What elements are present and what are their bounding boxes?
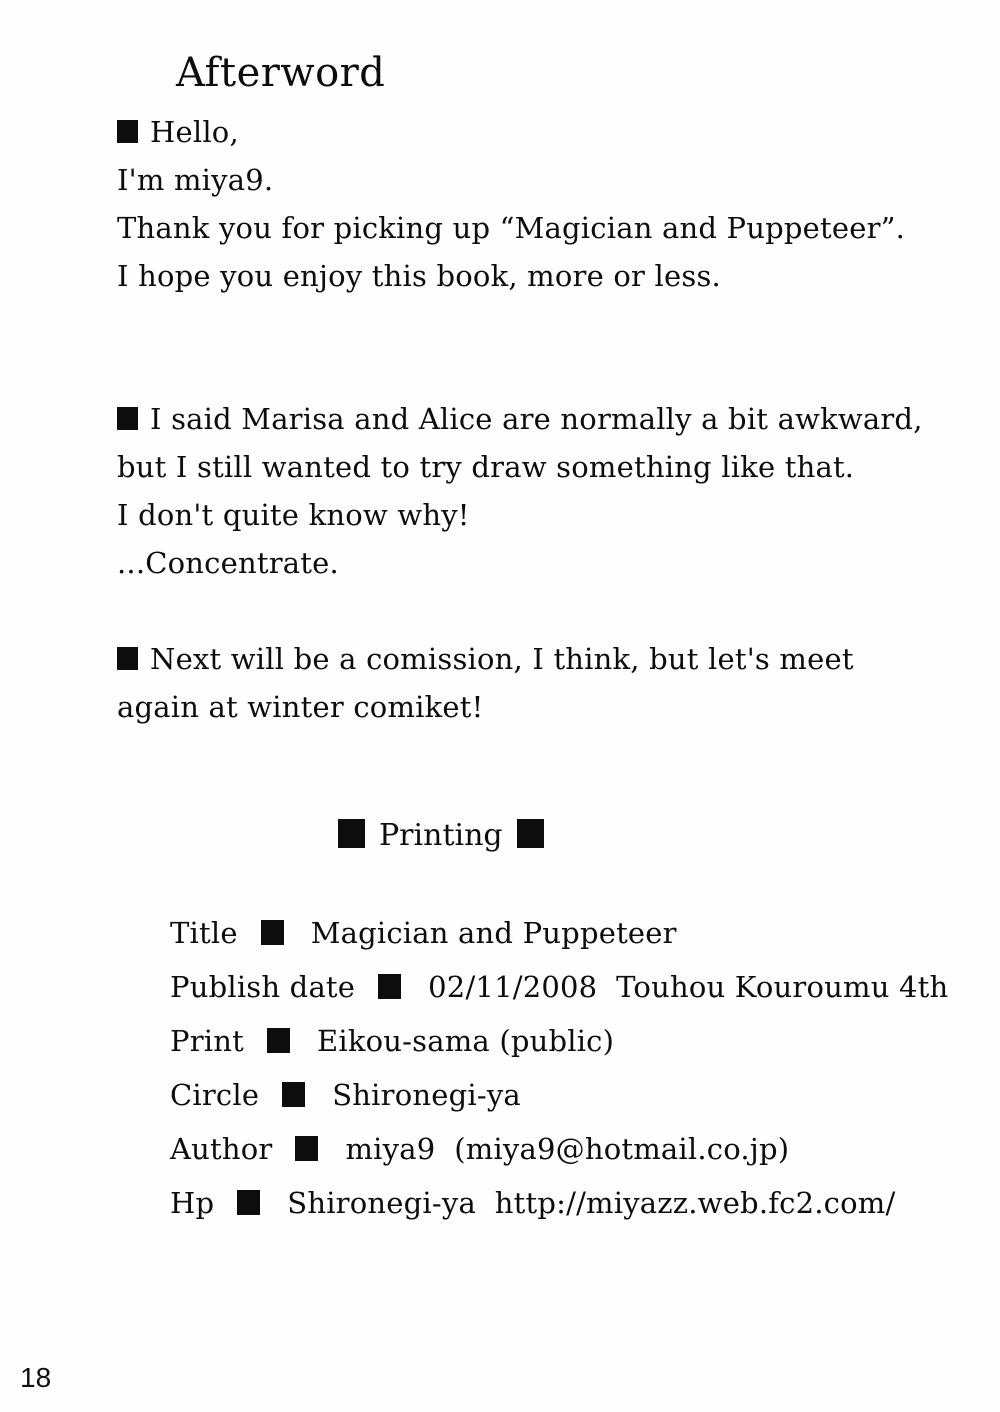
colophon-value: miya9 (miya9@hotmail.co.jp) <box>345 1132 790 1166</box>
page-title: Afterword <box>176 50 386 96</box>
colophon-row-circle <box>170 1068 948 1122</box>
paragraph-line: but I still wanted to try draw something like that. <box>117 450 855 484</box>
bullet-square-icon <box>295 1136 318 1161</box>
colophon-row-author <box>170 1122 948 1176</box>
bullet-square-icon <box>117 407 138 430</box>
colophon-row-print <box>170 1014 948 1068</box>
paragraph-greeting <box>117 108 905 300</box>
paragraph-line-text: I said Marisa and Alice are normally a bit awkward, <box>150 402 923 436</box>
colophon <box>170 906 948 1230</box>
paragraph-line <box>117 108 905 156</box>
paragraph-line: ...Concentrate. <box>117 546 339 580</box>
paragraph-line: I hope you enjoy this book, more or less. <box>117 259 721 293</box>
bullet-square-icon <box>267 1028 290 1053</box>
colophon-label: Author <box>170 1132 273 1166</box>
colophon-label: Title <box>170 916 238 950</box>
paragraph-line: I don't quite know why! <box>117 498 470 532</box>
paragraph-line: again at winter comiket! <box>117 690 484 724</box>
colophon-row-publish-date <box>170 960 948 1014</box>
bullet-square-icon <box>517 819 544 848</box>
colophon-value: Shironegi-ya http://miyazz.web.fc2.com/ <box>287 1186 896 1220</box>
paragraph-line: Thank you for picking up “Magician and Puppeteer”. <box>117 211 906 245</box>
bullet-square-icon <box>237 1190 260 1215</box>
printing-heading <box>338 816 544 856</box>
colophon-value: Shironegi-ya <box>332 1078 521 1112</box>
paragraph-line <box>117 635 854 683</box>
bullet-square-icon <box>117 120 138 143</box>
page-number: 18 <box>20 1362 52 1393</box>
colophon-label: Hp <box>170 1186 215 1220</box>
colophon-label: Circle <box>170 1078 260 1112</box>
colophon-value: 02/11/2008 Touhou Kouroumu 4th <box>428 970 949 1004</box>
paragraph-line-text: Next will be a comission, I think, but let's meet <box>150 642 854 676</box>
colophon-value: Eikou-sama (public) <box>316 1024 615 1058</box>
colophon-row-homepage <box>170 1176 948 1230</box>
bullet-square-icon <box>338 819 365 848</box>
bullet-square-icon <box>117 647 138 670</box>
paragraph-line-text: Hello, <box>150 115 239 149</box>
paragraph-line: I'm miya9. <box>117 163 274 197</box>
printing-heading-label: Printing <box>379 818 503 853</box>
colophon-row-title <box>170 906 948 960</box>
bullet-square-icon <box>261 920 284 945</box>
paragraph-marisa-alice <box>117 395 923 587</box>
bullet-square-icon <box>378 974 401 999</box>
paragraph-line <box>117 395 923 443</box>
bullet-square-icon <box>282 1082 305 1107</box>
colophon-label: Print <box>170 1024 244 1058</box>
colophon-label: Publish date <box>170 970 356 1004</box>
colophon-value: Magician and Puppeteer <box>310 916 677 950</box>
paragraph-next-event <box>117 635 854 731</box>
